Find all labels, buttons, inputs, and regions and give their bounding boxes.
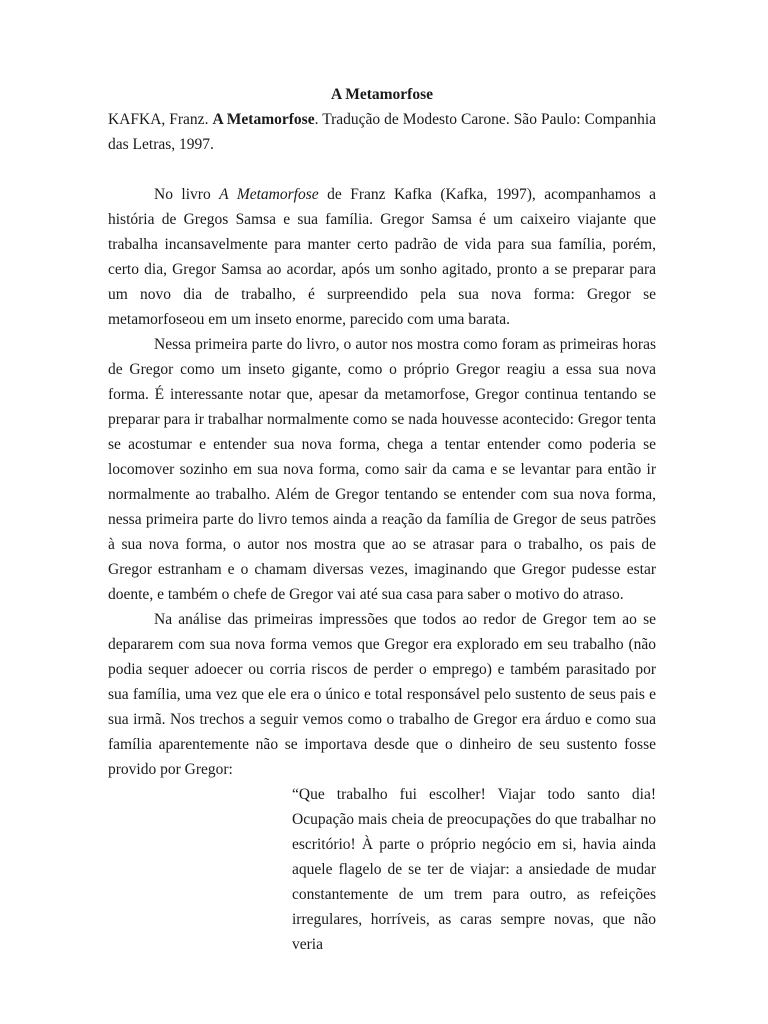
body-paragraph: [108, 332, 656, 607]
text-run: A Metamorfose: [212, 111, 315, 128]
body-paragraphs: [108, 182, 656, 782]
block-quote: “Que trabalho fui escolher! Viajar todo santo dia! Ocupação mais cheia de preocupações do que trabalhar no escritório! À parte o próprio negócio em si, havia ainda aquele flagelo de se ter de viajar: a ansiedade de mudar constantemente de um trem para outro, as refeições irregulares, horríveis, as caras sempre novas, que não veria: [292, 786, 656, 953]
body-paragraph: [108, 607, 656, 782]
text-run: KAFKA, Franz.: [108, 111, 213, 128]
text-run: de Franz Kafka (Kafka, 1997), acompanhamos a história de Gregos Samsa e sua família. Gregor Samsa é um caixeiro viajante que trabalha incansavelmente para manter certo padrão de vida para sua família, porém, certo dia, Gregor Samsa ao acordar, após um sonho agitado, pronto a se preparar para um novo dia de trabalho, é surpreendido pela sua nova forma: Gregor se metamorfoseou em um inseto enorme, parecido com uma barata.: [108, 186, 656, 328]
body-paragraph: [108, 182, 656, 332]
text-run: Nessa primeira parte do livro, o autor nos mostra como foram as primeiras horas de Gregor como um inseto gigante, como o próprio Gregor reagiu a essa sua nova forma. É interessante notar que, apesar da metamorfose, Gregor continua tentando se preparar para ir trabalhar normalmente como se nada houvesse acontecido: Gregor tenta se acostumar e entender sua nova forma, chega a tentar entender como poderia se locomover sozinho em sua nova forma, como sair da cama e se levantar para então ir normalmente ao trabalho. Além de Gregor tentando se entender com sua nova forma, nessa primeira parte do livro temos ainda a reação da família de Gregor de seus patrões à sua nova forma, o autor nos mostra que ao se atrasar para o trabalho, os pais de Gregor estranham e o chamam diversas vezes, imaginando que Gregor pudesse estar doente, e também o chefe de Gregor vai até sua casa para saber o motivo do atraso.: [108, 336, 656, 603]
text-run: No livro: [154, 186, 220, 203]
text-run: A Metamorfose: [219, 186, 319, 203]
text-run: . Tradução de Modesto Carone. São Paulo: Companhia das Letras, 1997.: [108, 111, 657, 153]
reference-citation: [108, 107, 656, 157]
document-title: A Metamorfose: [331, 86, 433, 103]
text-run: Na análise das primeiras impressões que todos ao redor de Gregor tem ao se depararem com sua nova forma vemos que Gregor era explorado em seu trabalho (não podia sequer adoecer ou corria riscos de perder o emprego) e também parasitado por sua família, uma vez que ele era o único e total responsável pelo sustento de seus pais e sua irmã. Nos trechos a seguir vemos como o trabalho de Gregor era árduo e como sua família aparentemente não se importava desde que o dinheiro de seu sustento fosse provido por Gregor:: [108, 611, 656, 778]
